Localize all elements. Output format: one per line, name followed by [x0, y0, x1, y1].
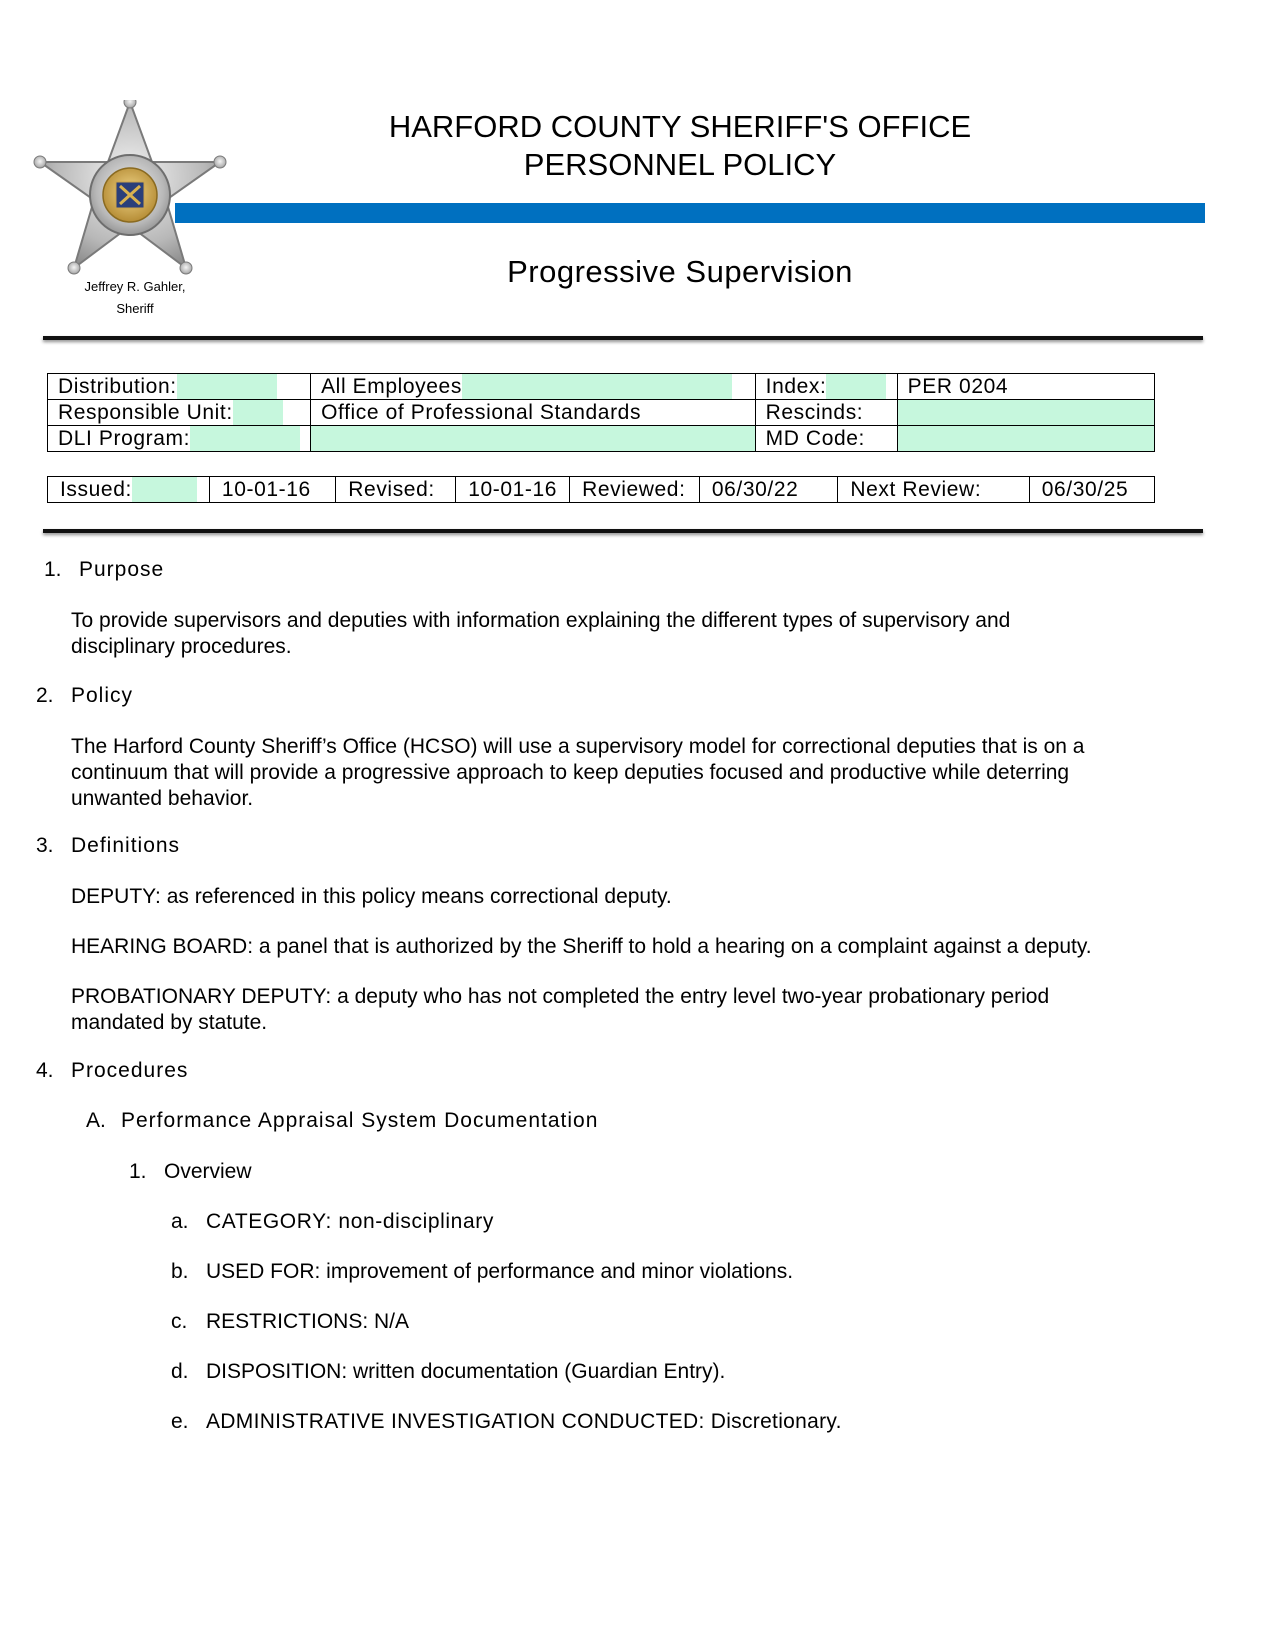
rescinds-label: Rescinds: [755, 400, 897, 426]
form-field-highlight [177, 374, 277, 399]
distribution-value: All Employees [321, 375, 462, 398]
section-number: 1. [44, 558, 62, 581]
section-heading-purpose: Purpose [79, 558, 165, 581]
form-field-highlight [462, 374, 732, 399]
list-item: DISPOSITION: written documentation (Guardian Entry). [206, 1360, 726, 1383]
list-item: RESTRICTIONS: N/A [206, 1310, 410, 1333]
md-code-value [897, 426, 1154, 452]
form-field-highlight [826, 374, 886, 399]
subsection-letter: A. [86, 1109, 106, 1132]
table-row [48, 426, 1155, 452]
list-item-letter: d. [171, 1360, 189, 1383]
table-row [48, 477, 1155, 503]
revised-label: Revised: [336, 477, 456, 503]
list-item-letter: b. [171, 1260, 189, 1283]
section-heading-procedures: Procedures [71, 1059, 189, 1082]
index-label: Index: [765, 375, 827, 398]
dli-program-value [311, 426, 756, 452]
rescinds-value [897, 400, 1154, 426]
revised-value: 10-01-16 [456, 477, 570, 503]
distribution-label-cell [48, 374, 311, 400]
subsection-heading: Performance Appraisal System Documentation [121, 1109, 599, 1132]
index-label-cell [755, 374, 897, 400]
responsible-unit-value: Office of Professional Standards [311, 400, 756, 426]
policy-type-title: PERSONNEL POLICY [523, 147, 837, 182]
section-heading-policy: Policy [71, 684, 134, 707]
subitem-heading: Overview [164, 1160, 252, 1183]
sheriff-title: Sheriff [116, 301, 154, 316]
distribution-label: Distribution: [58, 375, 177, 398]
policy-meta-table [47, 373, 1155, 452]
purpose-text: To provide supervisors and deputies with information explaining the different types of supervisory and disciplinary procedures. [71, 609, 1011, 658]
table-row [48, 400, 1155, 426]
section-number: 2. [36, 684, 54, 707]
list-item-letter: c. [171, 1310, 188, 1333]
definition-deputy: DEPUTY: as referenced in this policy means correctional deputy. [71, 885, 672, 908]
dli-program-label: DLI Program: [58, 427, 191, 450]
index-value: PER 0204 [897, 374, 1154, 400]
reviewed-value: 06/30/22 [699, 477, 837, 503]
responsible-unit-label: Responsible Unit: [58, 401, 233, 424]
issued-label: Issued: [60, 478, 132, 501]
header-divider [43, 336, 1203, 340]
md-code-label: MD Code: [755, 426, 897, 452]
issued-label-cell [48, 477, 210, 503]
list-item: CATEGORY: non-disciplinary [206, 1210, 494, 1233]
subitem-number: 1. [129, 1160, 147, 1183]
policy-title: Progressive Supervision [507, 254, 853, 289]
policy-dates-table [47, 476, 1155, 503]
section-number: 3. [36, 834, 54, 857]
next-review-label: Next Review: [838, 477, 1029, 503]
policy-text: The Harford County Sheriff’s Office (HCSO) will use a supervisory model for correctional deputies that is on a continuum that will provide a progressive approach to keep deputies focused and productive while deterring unwanted behavior. [71, 735, 1085, 810]
sheriff-name: Jeffrey R. Gahler, [84, 279, 186, 294]
distribution-value-cell [311, 374, 756, 400]
list-item-letter: e. [171, 1410, 189, 1433]
issued-value: 10-01-16 [209, 477, 335, 503]
section-number: 4. [36, 1059, 54, 1082]
form-field-highlight [132, 477, 197, 502]
table-row [48, 374, 1155, 400]
section-heading-definitions: Definitions [71, 834, 181, 857]
form-field-highlight [233, 400, 283, 425]
form-field-highlight [190, 426, 300, 451]
list-item-letter: a. [171, 1210, 189, 1233]
reviewed-label: Reviewed: [570, 477, 700, 503]
definition-probationary-deputy: PROBATIONARY DEPUTY: a deputy who has not completed the entry level two-year probationary period mandated by statute. [71, 985, 1050, 1034]
meta-divider [43, 529, 1203, 533]
definition-hearing-board: HEARING BOARD: a panel that is authorized by the Sheriff to hold a hearing on a complaint against a deputy. [71, 935, 1092, 958]
list-item: ADMINISTRATIVE INVESTIGATION CONDUCTED: Discretionary. [206, 1410, 842, 1433]
agency-title: HARFORD COUNTY SHERIFF'S OFFICE [388, 109, 972, 144]
responsible-unit-label-cell [48, 400, 311, 426]
list-item: USED FOR: improvement of performance and minor violations. [206, 1260, 794, 1283]
header-blue-bar [175, 203, 1205, 223]
dli-program-label-cell [48, 426, 311, 452]
next-review-value: 06/30/25 [1029, 477, 1154, 503]
